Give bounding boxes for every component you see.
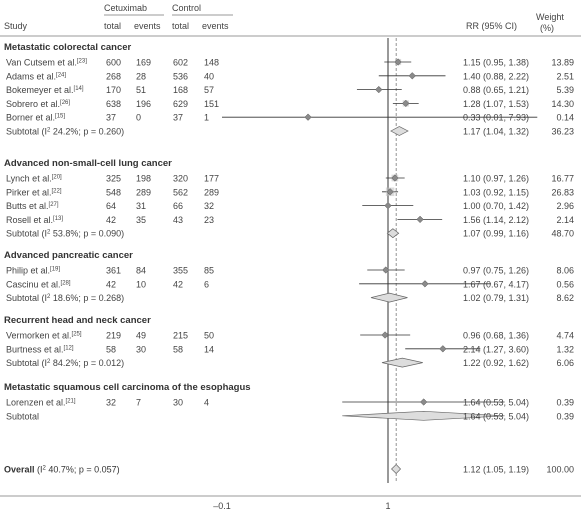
ci-text: 1.67 (0.67, 4.17) — [462, 279, 529, 290]
study-name: Philip et al.[19] — [6, 265, 61, 276]
point-estimate — [305, 114, 312, 121]
x-tick-label: –0.1 — [213, 501, 231, 511]
point-estimate — [422, 281, 429, 288]
cell-total-control: 355 — [173, 265, 189, 276]
subtotal-row — [6, 358, 574, 368]
header-study: Study — [4, 21, 28, 31]
subtotal-label: Subtotal ($I^2$ 84.2%; p = 0.012) — [6, 358, 125, 369]
weight-text: 8.06 — [556, 265, 574, 276]
ci-text: 2.14 (1.27, 3.60) — [462, 344, 529, 355]
cell-events-control: 151 — [204, 98, 220, 109]
study-name: Lorenzen et al.[21] — [6, 397, 76, 408]
subtotal-ci-text: 1.02 (0.79, 1.31) — [462, 293, 529, 304]
overall-weight-text: 100.00 — [546, 464, 574, 475]
cell-events-cetuximab: 169 — [136, 57, 152, 68]
header-weight-unit: (%) — [540, 23, 554, 33]
ci-text: 1.28 (1.07, 1.53) — [462, 98, 529, 109]
header-events1: events — [134, 21, 161, 31]
cell-events-control: 50 — [204, 330, 215, 341]
point-estimate — [417, 216, 424, 223]
overall-label-bold: Overall — [4, 464, 35, 475]
subtotal-ci-text: 1.22 (0.92, 1.62) — [462, 358, 529, 369]
subtotal-weight-text: 6.06 — [556, 358, 574, 369]
forest-rows — [4, 42, 574, 475]
study-row — [6, 113, 574, 123]
group-title: Advanced pancreatic cancer — [4, 250, 133, 261]
header-total1: total — [104, 21, 122, 31]
cell-total-cetuximab: 638 — [106, 98, 122, 109]
subtotal-i2-sup: 2 — [47, 359, 51, 366]
ci-text: 1.40 (0.88, 2.22) — [462, 71, 529, 82]
subtotal-ci-text: 1.07 (0.99, 1.16) — [462, 228, 529, 239]
cell-events-cetuximab: 10 — [136, 279, 147, 290]
cell-total-control: 37 — [173, 112, 184, 123]
weight-text: 0.14 — [556, 112, 574, 123]
group-title: Advanced non-small-cell lung cancer — [4, 158, 172, 169]
subtotal-label: Subtotal ($I^2$ 53.8%; p = 0.090) — [6, 228, 125, 239]
study-name: Cascinu et al.[28] — [6, 279, 71, 290]
cell-events-control: 32 — [204, 201, 215, 212]
cell-total-cetuximab: 64 — [106, 201, 117, 212]
cell-events-cetuximab: 198 — [136, 173, 152, 184]
overall-ci-text: 1.12 (1.05, 1.19) — [462, 464, 529, 475]
study-reference: [20] — [51, 174, 62, 181]
cell-total-control: 629 — [173, 98, 189, 109]
subtotal-row — [6, 293, 574, 303]
cell-events-cetuximab: 31 — [136, 201, 147, 212]
subtotal-row — [6, 229, 574, 239]
ci-text: 1.10 (0.97, 1.26) — [462, 173, 529, 184]
group-title: Metastatic colorectal cancer — [4, 42, 132, 53]
study-reference: [28] — [60, 280, 71, 287]
study-name: Lynch et al.[20] — [6, 173, 62, 184]
cell-total-control: 66 — [173, 201, 184, 212]
ci-text: 1.03 (0.92, 1.15) — [462, 187, 529, 198]
group-title: Recurrent head and neck cancer — [4, 315, 151, 326]
cell-total-control: 58 — [173, 344, 184, 355]
cell-events-cetuximab: 30 — [136, 344, 147, 355]
pooled-diamond — [391, 127, 408, 136]
cell-total-control: 30 — [173, 397, 184, 408]
subtotal-label: Subtotal ($I^2$ 18.6%; p = 0.268) — [6, 293, 125, 304]
subtotal-i2-sup: 2 — [47, 294, 51, 301]
cell-events-control: 40 — [204, 71, 215, 82]
cell-events-cetuximab: 289 — [136, 187, 152, 198]
study-name: Sobrero et al.[26] — [6, 98, 71, 109]
cell-events-control: 6 — [204, 279, 210, 290]
cell-total-control: 43 — [173, 214, 184, 225]
cell-events-cetuximab: 7 — [136, 397, 142, 408]
study-name: Bokemeyer et al.[14] — [6, 85, 84, 96]
study-row — [6, 99, 574, 109]
cell-total-cetuximab: 325 — [106, 173, 122, 184]
point-estimate — [420, 399, 427, 406]
cell-total-control: 602 — [173, 57, 189, 68]
cell-events-cetuximab: 35 — [136, 214, 147, 225]
subtotal-i2-text: 24.2%; p = 0.260) — [50, 126, 125, 137]
cell-total-control: 42 — [173, 279, 184, 290]
cell-events-cetuximab: 49 — [136, 330, 147, 341]
subtotal-i2-text: 18.6%; p = 0.268) — [50, 293, 125, 304]
subtotal-row — [6, 411, 574, 421]
study-row — [6, 266, 574, 276]
subtotal-i2-sup: 2 — [47, 127, 51, 134]
study-reference: [26] — [60, 99, 71, 106]
study-row — [6, 201, 574, 211]
cell-total-cetuximab: 268 — [106, 71, 122, 82]
study-reference: [27] — [48, 202, 59, 209]
subtotal-weight-text: 48.70 — [551, 228, 574, 239]
study-reference: [14] — [73, 86, 84, 93]
cell-events-control: 23 — [204, 214, 215, 225]
cell-total-cetuximab: 548 — [106, 187, 122, 198]
header-total2: total — [172, 21, 190, 31]
ci-text: 0.88 (0.65, 1.21) — [462, 85, 529, 96]
subtotal-row — [6, 127, 574, 137]
ci-text: 0.96 (0.68, 1.36) — [462, 330, 529, 341]
cell-events-cetuximab: 84 — [136, 265, 147, 276]
weight-text: 2.51 — [556, 71, 574, 82]
subtotal-i2-text: 84.2%; p = 0.012) — [50, 358, 125, 369]
weight-text: 5.39 — [556, 85, 574, 96]
ci-text: 1.56 (1.14, 2.12) — [462, 214, 529, 225]
cell-total-cetuximab: 58 — [106, 344, 117, 355]
study-reference: [15] — [55, 113, 66, 120]
weight-text: 4.74 — [556, 330, 574, 341]
study-reference: [19] — [50, 266, 61, 273]
study-reference: [12] — [63, 345, 74, 352]
cell-total-cetuximab: 170 — [106, 85, 122, 96]
point-estimate — [440, 346, 447, 353]
overall-i2-sup: 2 — [42, 465, 46, 472]
study-row — [6, 215, 574, 225]
ci-text: 0.33 (0.01, 7.93) — [462, 112, 529, 123]
cell-events-control: 14 — [204, 344, 215, 355]
cell-total-control: 320 — [173, 173, 189, 184]
study-reference: [24] — [56, 72, 67, 79]
subtotal-ci-text: 1.17 (1.04, 1.32) — [462, 126, 529, 137]
study-name: Burtness et al.[12] — [6, 344, 74, 355]
header-weight: Weight — [536, 12, 564, 22]
overall-row — [4, 465, 574, 475]
cell-events-cetuximab: 28 — [136, 71, 147, 82]
study-name: Van Cutsem et al.[23] — [6, 57, 87, 68]
cell-total-cetuximab: 361 — [106, 265, 122, 276]
header-events2: events — [202, 21, 229, 31]
study-name: Pirker et al.[22] — [6, 187, 62, 198]
ci-text: 1.00 (0.70, 1.42) — [462, 201, 529, 212]
overall-i2-text: 40.7%; p = 0.057) — [45, 464, 120, 475]
point-estimate — [382, 332, 389, 339]
weight-text: 1.32 — [556, 344, 574, 355]
weight-text: 0.39 — [556, 397, 574, 408]
table-header — [4, 3, 564, 33]
study-name: Borner et al.[15] — [6, 112, 66, 123]
group-title: Metastatic squamous cell carcinoma of the esophagus — [4, 382, 251, 393]
cell-events-control: 148 — [204, 57, 220, 68]
study-row — [6, 344, 574, 354]
ci-text: 0.97 (0.75, 1.26) — [462, 265, 529, 276]
cell-total-cetuximab: 42 — [106, 214, 117, 225]
cell-total-cetuximab: 219 — [106, 330, 122, 341]
study-reference: [25] — [71, 331, 82, 338]
cell-total-cetuximab: 42 — [106, 279, 117, 290]
subtotal-weight-text: 8.62 — [556, 293, 574, 304]
study-reference: [23] — [76, 58, 87, 65]
study-name: Rosell et al.[13] — [6, 214, 64, 225]
subtotal-i2-text: 53.8%; p = 0.090) — [50, 228, 125, 239]
ci-text: 1.64 (0.53, 5.04) — [462, 397, 529, 408]
weight-text: 26.83 — [551, 187, 574, 198]
cell-total-cetuximab: 32 — [106, 397, 117, 408]
cell-total-control: 536 — [173, 71, 189, 82]
cell-events-cetuximab: 51 — [136, 85, 147, 96]
weight-text: 14.30 — [551, 98, 574, 109]
cell-events-control: 1 — [204, 112, 210, 123]
weight-text: 16.77 — [551, 173, 574, 184]
cell-events-control: 289 — [204, 187, 220, 198]
cell-events-cetuximab: 0 — [136, 112, 142, 123]
study-name: Vermorken et al.[25] — [6, 330, 82, 341]
cell-events-control: 57 — [204, 85, 215, 96]
pooled-diamond — [387, 229, 398, 238]
cell-events-control: 177 — [204, 173, 220, 184]
weight-text: 2.14 — [556, 214, 574, 225]
pooled-diamond — [371, 293, 407, 302]
study-reference: [21] — [65, 398, 76, 405]
subtotal-i2-sup: 2 — [47, 229, 51, 236]
cell-events-control: 85 — [204, 265, 215, 276]
subtotal-weight-text: 36.23 — [551, 126, 574, 137]
study-row — [6, 331, 574, 341]
cell-total-control: 562 — [173, 187, 189, 198]
cell-events-control: 4 — [204, 397, 210, 408]
cell-total-cetuximab: 600 — [106, 57, 122, 68]
point-estimate — [409, 73, 416, 80]
header-group2: Control — [172, 3, 202, 13]
weight-text: 0.56 — [556, 279, 574, 290]
ci-text: 1.15 (0.95, 1.38) — [462, 57, 529, 68]
weight-text: 13.89 — [551, 57, 574, 68]
subtotal-label: Subtotal — [6, 411, 40, 422]
pooled-diamond — [392, 465, 401, 474]
study-row — [6, 85, 574, 95]
cell-total-control: 215 — [173, 330, 189, 341]
study-name: Adams et al.[24] — [6, 71, 67, 82]
point-estimate — [385, 202, 392, 209]
x-tick-label: 1 — [385, 501, 391, 511]
study-reference: [22] — [51, 188, 62, 195]
cell-total-control: 168 — [173, 85, 189, 96]
point-estimate — [375, 86, 382, 93]
study-row — [6, 398, 574, 408]
header-group1: Cetuximab — [104, 3, 148, 13]
overall-label: Overall ($I^2$ 40.7%; p = 0.057) — [4, 464, 120, 475]
study-row — [6, 279, 574, 289]
study-row — [6, 187, 574, 197]
cell-events-cetuximab: 196 — [136, 98, 152, 109]
subtotal-label: Subtotal ($I^2$ 24.2%; p = 0.260) — [6, 126, 125, 137]
header-rr: RR (95% CI) — [466, 21, 518, 31]
weight-text: 2.96 — [556, 201, 574, 212]
cell-total-cetuximab: 37 — [106, 112, 117, 123]
subtotal-ci-text: 1.64 (0.53, 5.04) — [462, 411, 529, 422]
study-row — [6, 58, 574, 68]
study-row — [6, 71, 574, 81]
study-reference: [13] — [53, 215, 64, 222]
subtotal-weight-text: 0.39 — [556, 411, 574, 422]
study-name: Butts et al.[27] — [6, 201, 59, 212]
study-row — [6, 174, 574, 184]
